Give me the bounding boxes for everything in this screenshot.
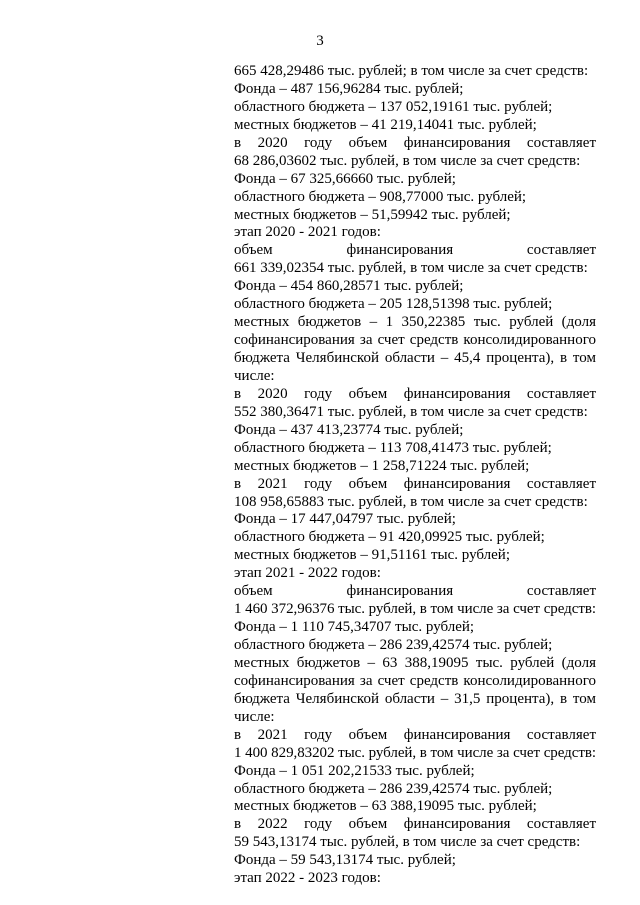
text-line: областного бюджета – 91 420,09925 тыс. рублей; [234,529,545,546]
text-line: Фонда – 67 325,66660 тыс. рублей; [234,170,456,187]
text-line: местных бюджетов – 41 219,14041 тыс. рублей; [234,116,537,133]
text-line: Фонда – 454 860,28571 тыс. рублей; [234,278,464,295]
text-line: местных бюджетов – 51,59942 тыс. рублей; [234,206,511,223]
document-body [234,63,596,888]
text-line: местных бюджетов – 91,51161 тыс. рублей; [234,547,510,564]
text-line: объем финансирования составляет [234,242,596,259]
text-line: бюджета Челябинской области – 31,5 процента), в том [234,690,596,707]
text-line: Фонда – 487 156,96284 тыс. рублей; [234,80,464,97]
text-line: Фонда – 59 543,13174 тыс. рублей; [234,852,456,869]
text-line: 68 286,03602 тыс. рублей, в том числе за счет средств: [234,152,581,169]
text-line: 59 543,13174 тыс. рублей, в том числе за счет средств: [234,834,581,851]
text-line: областного бюджета – 908,77000 тыс. рублей; [234,188,527,205]
text-line: Фонда – 437 413,23774 тыс. рублей; [234,421,464,438]
text-line: 665 428,29486 тыс. рублей; в том числе за счет средств: [234,63,589,79]
text-line: 552 380,36471 тыс. рублей, в том числе за счет средств: [234,403,588,420]
text-line: 1 400 829,83202 тыс. рублей, в том числе за счет средств: [234,744,596,761]
text-line: Фонда – 1 110 745,34707 тыс. рублей; [234,619,475,636]
text-line: в 2021 году объем финансирования составляет [234,726,596,743]
text-line: Фонда – 17 447,04797 тыс. рублей; [234,511,456,528]
text-line: местных бюджетов – 1 258,71224 тыс. рублей; [234,457,530,474]
text-line: в 2021 году объем финансирования составляет [234,475,596,492]
text-line: областного бюджета – 286 239,42574 тыс. рублей; [234,637,553,653]
text-line: софинансирования за счет средств консолидированного [234,672,596,689]
text-line: этап 2021 - 2022 годов: [234,565,381,582]
text-line: числе: [234,708,275,725]
text-line: этап 2020 - 2021 годов: [234,224,381,241]
text-line: областного бюджета – 286 239,42574 тыс. рублей; [234,780,553,797]
text-line: областного бюджета – 205 128,51398 тыс. рублей; [234,296,553,313]
text-line: объем финансирования составляет [234,583,596,600]
text-line: 1 460 372,96376 тыс. рублей, в том числе за счет средств: [234,601,596,618]
text-line: в 2020 году объем финансирования составляет [234,385,596,402]
text-line: областного бюджета – 113 708,41473 тыс. рублей; [234,439,552,456]
text-line: местных бюджетов – 63 388,19095 тыс. рублей; [234,798,537,815]
text-line: местных бюджетов – 63 388,19095 тыс. рублей (доля [234,654,596,671]
text-line: софинансирования за счет средств консолидированного [234,332,596,349]
text-line: бюджета Челябинской области – 45,4 процента), в том [234,350,596,366]
text-line: областного бюджета – 137 052,19161 тыс. рублей; [234,98,553,115]
text-line: этап 2022 - 2023 годов: [234,870,381,887]
page-number: 3 [316,33,324,49]
text-line: Фонда – 1 051 202,21533 тыс. рублей; [234,762,475,779]
text-line: в 2022 году объем финансирования составляет [234,816,596,833]
text-line: числе: [234,367,275,384]
text-line: местных бюджетов – 1 350,22385 тыс. рублей (доля [234,314,596,331]
text-line: 108 958,65883 тыс. рублей, в том числе за счет средств: [234,493,588,510]
text-line: в 2020 году объем финансирования составляет [234,134,596,151]
text-line: 661 339,02354 тыс. рублей, в том числе за счет средств: [234,260,588,277]
